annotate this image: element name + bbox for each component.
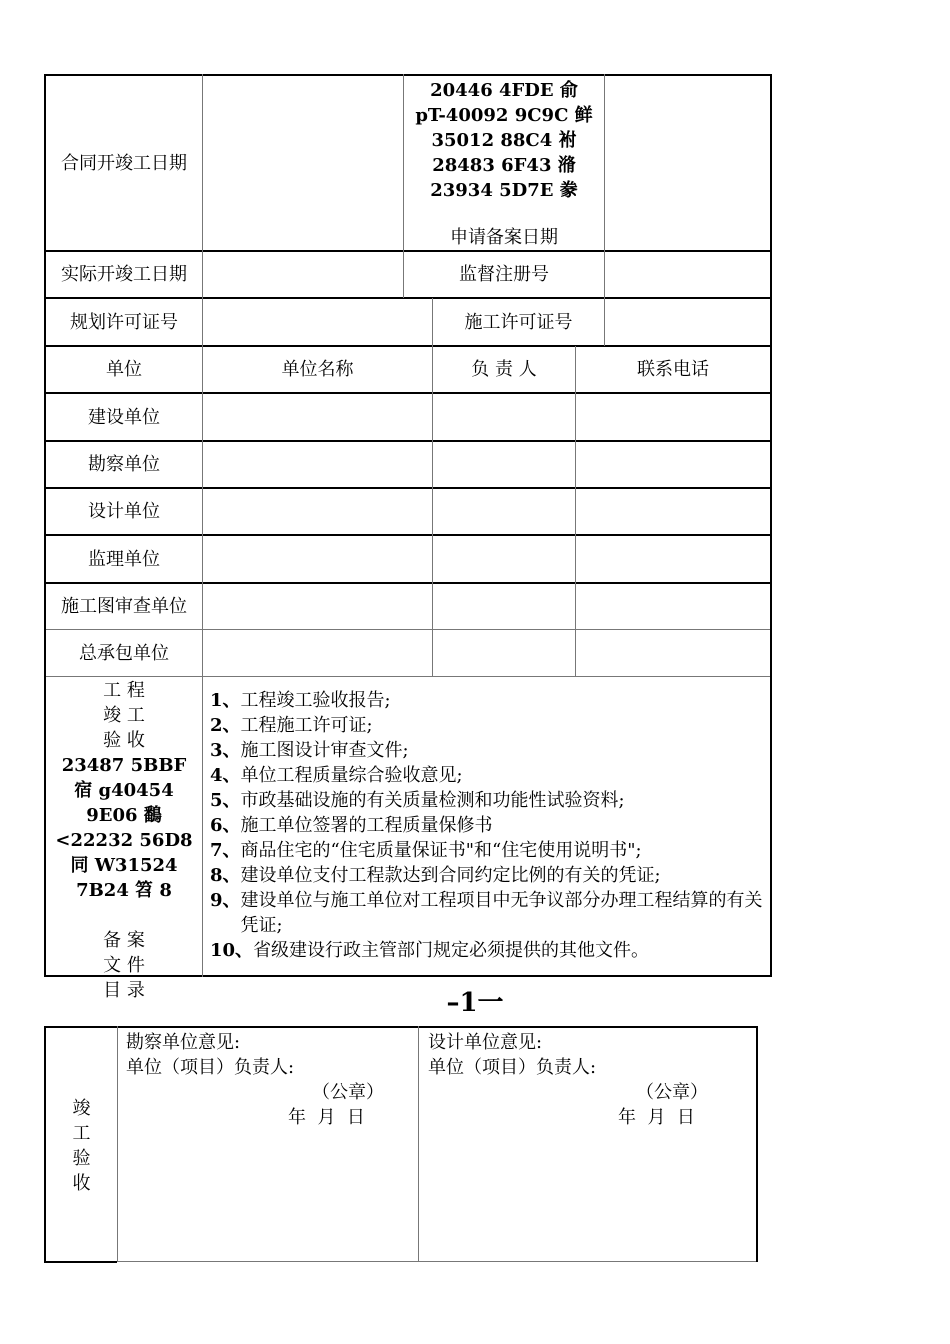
survey-opinion-block[interactable] (126, 1030, 416, 1130)
page-number: –1一 (446, 988, 504, 1018)
docs-label-line: 目 录 (103, 980, 145, 1001)
sec2-border-top (44, 1026, 758, 1028)
list-item: 10、 省级建设行政主管部门规定必须提供的其他文件。 (210, 940, 650, 961)
construction-permit-value[interactable] (605, 299, 770, 345)
sec2-border-right (756, 1026, 758, 1262)
survey-seal: （公章） (312, 1082, 384, 1103)
survey-date: 年 月 日 (288, 1107, 365, 1128)
row-label-construction: 建设单位 (88, 406, 160, 428)
list-item: 1、 工程竣工验收报告; (210, 690, 391, 711)
row-label-design: 设计单位 (88, 501, 160, 522)
row-label-general-contractor: 总承包单位 (79, 642, 169, 664)
list-item: 7、 商品住宅的“住宅质量保证书"和“住宅使用说明书"; (210, 840, 642, 861)
table-line-v4 (432, 346, 433, 677)
docs-label-line: 验 收 (103, 730, 145, 751)
docs-list (210, 688, 770, 963)
docs-label-line: 文 件 (103, 955, 145, 976)
table-line-h10 (44, 676, 772, 677)
row-label-supervision: 监理单位 (88, 548, 160, 570)
actual-date-label: 实际开竣工日期 (61, 264, 187, 285)
docs-label (46, 678, 202, 1001)
header-person: 负 责 人 (471, 359, 537, 380)
sec2-border-bottom (44, 1261, 117, 1263)
filing-date-value[interactable] (605, 76, 770, 250)
table-line-v5 (575, 346, 576, 677)
list-item: 8、 建设单位支付工程款达到合同约定比例的有关的凭证; (210, 865, 661, 886)
row-label-drawing-review: 施工图审查单位 (61, 596, 187, 617)
list-item: 6、 施工单位签署的工程质量保修书 (210, 815, 493, 836)
list-item: 4、 单位工程质量综合验收意见; (210, 765, 463, 786)
planning-permit-value[interactable] (203, 299, 432, 345)
list-item: 5、 市政基础设施的有关质量检测和功能性试验资料; (210, 790, 625, 811)
design-opinion-title: 设计单位意见: (428, 1032, 543, 1053)
planning-permit-label: 规划许可证号 (70, 311, 178, 333)
docs-label-line: 竣 工 (103, 705, 145, 726)
survey-person-label: 单位（项目）负责人: (126, 1057, 295, 1078)
header-phone: 联系电话 (637, 359, 709, 380)
list-item: 3、 施工图设计审查文件; (210, 740, 409, 761)
construction-permit-label: 施工许可证号 (464, 311, 573, 333)
design-opinion-block[interactable] (428, 1030, 754, 1130)
contract-date-value[interactable] (203, 76, 403, 250)
garbled-text: 20446 4FDE 俞 pT-40092 9C9C 鲜 35012 88C4 袝 28483 6F43 潃 23934 5D7E 豢 (415, 80, 593, 201)
sec2-line-v1 (117, 1026, 118, 1262)
filing-date-label: 申请备案日期 (450, 227, 558, 248)
docs-label-garbled: 23487 5BBF 宿 g40454 9E06 鷭 <22232 56D8 同 W31524 7B24 笤 8 (55, 755, 193, 901)
sec2-line-bottom (117, 1261, 758, 1262)
table-border-right (770, 74, 772, 977)
supervision-reg-label: 监督注册号 (459, 264, 549, 285)
contract-date-label: 合同开竣工日期 (61, 152, 187, 174)
design-seal: （公章） (636, 1082, 708, 1103)
row-label-survey: 勘察单位 (88, 454, 160, 475)
survey-opinion-title: 勘察单位意见: (126, 1032, 241, 1053)
docs-label-line: 工 程 (103, 680, 145, 701)
list-item: 2、 工程施工许可证; (210, 715, 373, 736)
list-item: 9、 建设单位与施工单位对工程项目中无争议部分办理工程结算的有关凭证; (210, 890, 763, 936)
header-unit: 单位 (106, 359, 142, 380)
filing-date-cell (404, 76, 604, 250)
header-unit-name: 单位名称 (281, 359, 354, 380)
sec2-line-v2 (418, 1026, 419, 1262)
docs-label-line: 备 案 (103, 930, 145, 951)
sec2-side-label: 竣 工 验 收 (72, 1098, 91, 1194)
design-date: 年 月 日 (618, 1107, 695, 1128)
supervision-reg-value[interactable] (605, 252, 770, 297)
design-person-label: 单位（项目）负责人: (428, 1057, 597, 1078)
actual-date-value[interactable] (203, 252, 403, 297)
